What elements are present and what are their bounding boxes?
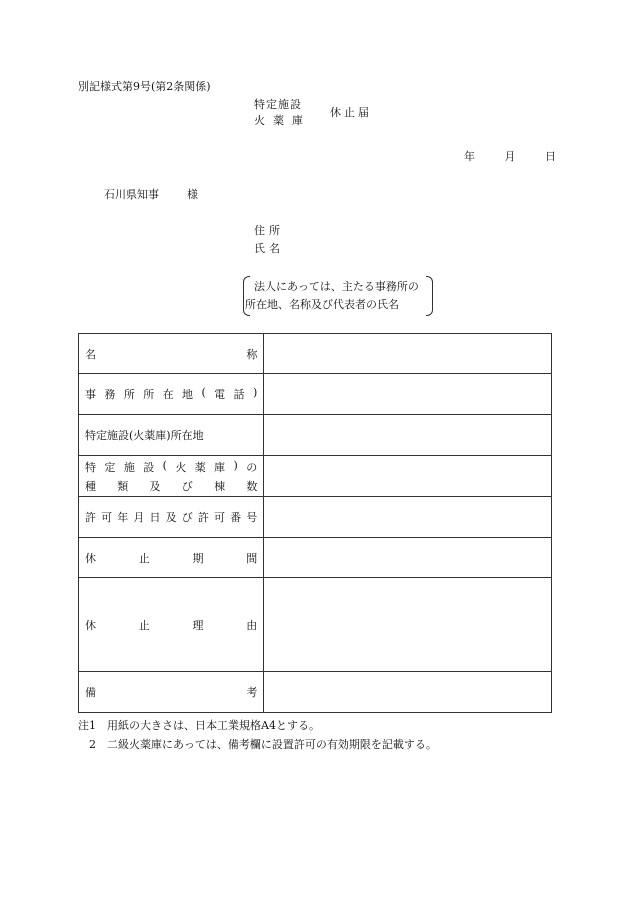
note-2: 2 二級火薬庫にあっては、備考欄に設置許可の有効期限を記載する。	[89, 738, 437, 751]
label-char: 許	[197, 511, 209, 524]
row-value-cell[interactable]	[264, 334, 552, 374]
corporate-note-line-1: 法人にあっては、主たる事務所の	[254, 280, 419, 293]
label-char: 番	[230, 511, 242, 524]
label-char: 話	[233, 388, 245, 401]
label-char: 庫	[214, 460, 226, 474]
form-number-label: 別記様式第9号(第2条関係)	[78, 80, 211, 93]
row-value-cell[interactable]	[264, 374, 552, 415]
address-label: 住所	[254, 224, 284, 237]
label-char: 及	[149, 479, 161, 493]
row-value-cell[interactable]	[264, 456, 552, 497]
table-row	[79, 497, 552, 538]
label-char: 号	[246, 511, 258, 524]
row-label-line-1	[85, 459, 257, 475]
label-char: び	[181, 511, 193, 524]
label-char: )	[252, 386, 258, 399]
label-char: 理	[192, 618, 204, 632]
label-char: 可	[101, 511, 113, 524]
date-month: 月	[504, 150, 516, 163]
label-char: 休	[85, 618, 96, 632]
label-char: 設	[143, 460, 155, 474]
label-char: (	[201, 386, 206, 399]
label-char: 務	[104, 388, 116, 401]
label-char: 特	[85, 460, 96, 474]
name-label: 氏名	[254, 242, 284, 255]
table-row	[79, 456, 552, 497]
label-char: 類	[117, 479, 129, 493]
row-label	[79, 497, 264, 538]
table-row	[79, 374, 552, 415]
label-char: 備	[85, 686, 96, 699]
row-label-line-1	[85, 386, 257, 402]
label-char: 及	[165, 511, 177, 524]
row-label	[79, 578, 264, 672]
label-char: 期	[192, 551, 204, 565]
label-char: 称	[246, 347, 258, 361]
label-char: 許	[85, 511, 96, 524]
right-bracket	[426, 276, 433, 316]
row-label	[79, 374, 264, 415]
row-label-line-1	[85, 684, 257, 700]
row-label-line-1	[85, 509, 257, 525]
row-value-cell[interactable]	[264, 497, 552, 538]
label-char: 電	[214, 388, 226, 401]
label-char: 特定施設(火薬庫)所在地	[85, 429, 204, 442]
date-line	[464, 150, 556, 164]
label-char: )	[233, 458, 238, 472]
row-label-line-1	[85, 550, 257, 566]
label-char: 休	[85, 551, 96, 565]
label-char: び	[181, 479, 193, 493]
row-label-line-1	[85, 346, 257, 362]
label-char: 名	[85, 347, 96, 361]
label-char: 止	[138, 551, 150, 565]
label-char: 施	[123, 460, 135, 474]
label-char: 年	[117, 511, 129, 524]
title-line-2: 火薬庫	[254, 114, 311, 127]
row-label-line-2	[85, 478, 257, 494]
row-label-line-1	[85, 427, 257, 443]
table-row	[79, 415, 552, 456]
label-char: 定	[104, 460, 116, 474]
date-year: 年	[464, 150, 475, 163]
label-char: 所	[123, 388, 135, 401]
label-char: 由	[246, 618, 258, 632]
honorific: 様	[187, 188, 198, 201]
title-suffix: 休止届	[330, 106, 372, 119]
row-label	[79, 538, 264, 578]
corporate-note-line-2: 所在地、名称及び代表者の氏名	[245, 298, 399, 311]
row-value-cell[interactable]	[264, 538, 552, 578]
row-label-line-1	[85, 617, 257, 633]
form-table	[78, 333, 552, 713]
label-char: 所	[143, 388, 155, 401]
row-label	[79, 672, 264, 713]
row-label	[79, 415, 264, 456]
title-line-1: 特定施設	[254, 98, 302, 111]
table-row	[79, 672, 552, 713]
table-row	[79, 334, 552, 374]
notes	[78, 716, 437, 754]
label-char: 間	[246, 551, 258, 565]
table-row	[79, 578, 552, 672]
row-value-cell[interactable]	[264, 415, 552, 456]
governor-name: 石川県知事	[104, 188, 159, 201]
label-char: 地	[182, 388, 194, 401]
label-char: 在	[162, 388, 174, 401]
label-char: の	[246, 460, 258, 474]
row-value-cell[interactable]	[264, 578, 552, 672]
label-char: 火	[175, 460, 187, 474]
label-char: (	[162, 458, 167, 472]
date-day: 日	[545, 150, 556, 163]
label-char: 数	[246, 479, 258, 493]
label-char: 薬	[194, 460, 206, 474]
row-value-cell[interactable]	[264, 672, 552, 713]
label-char: 事	[85, 388, 96, 401]
table-row	[79, 538, 552, 578]
label-char: 考	[246, 686, 258, 699]
label-char: 可	[214, 511, 225, 524]
row-label	[79, 334, 264, 374]
label-char: 種	[85, 479, 96, 493]
label-char: 日	[149, 511, 161, 524]
note-1: 注1 用紙の大きさは、日本工業規格A4とする。	[78, 719, 320, 732]
row-label	[79, 456, 264, 497]
label-char: 棟	[214, 479, 226, 493]
corporate-note	[243, 276, 433, 316]
label-char: 月	[133, 511, 145, 524]
label-char: 止	[138, 618, 150, 632]
addressee	[104, 188, 198, 202]
